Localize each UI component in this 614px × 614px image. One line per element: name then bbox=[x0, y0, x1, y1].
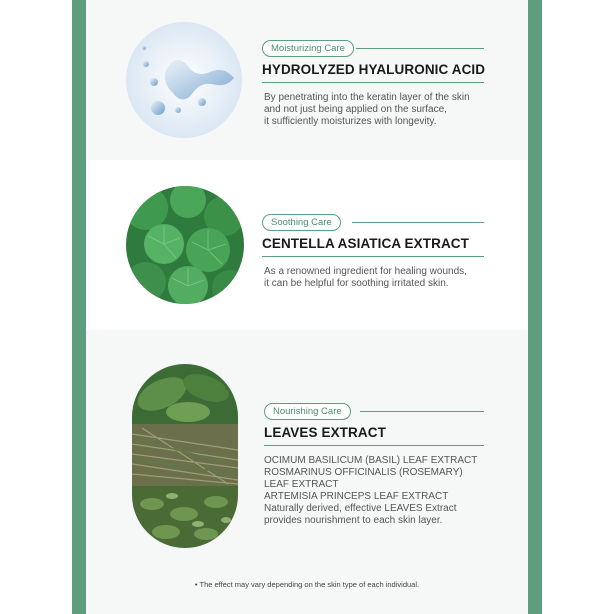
left-green-border bbox=[72, 0, 86, 614]
section-title: LEAVES EXTRACT bbox=[264, 425, 386, 440]
herb-leaves-image bbox=[132, 364, 238, 548]
centella-leaves-image bbox=[126, 186, 244, 304]
section-description: OCIMUM BASILICUM (BASIL) LEAF EXTRACT ROSMARINUS OFFICINALIS (ROSEMARY) LEAF EXTRACT ARTEMISIA PRINCEPS LEAF EXTRACT Naturally derived, effective LEAVES Extract provides nourishment to each skin layer. bbox=[264, 455, 478, 526]
water-droplets-image bbox=[126, 22, 242, 138]
footnote: • The effect may vary depending on the skin type of each individual. bbox=[194, 580, 420, 589]
section-title: CENTELLA ASIATICA EXTRACT bbox=[262, 236, 469, 251]
badge-rule bbox=[352, 222, 484, 223]
badge-rule bbox=[360, 411, 484, 412]
moisturizing-care-badge: Moisturizing Care bbox=[262, 40, 354, 57]
section-title: HYDROLYZED HYALURONIC ACID bbox=[262, 62, 486, 77]
right-green-border bbox=[528, 0, 542, 614]
title-underline bbox=[262, 256, 484, 257]
section-description: By penetrating into the keratin layer of the skin and not just being applied on the surface, it sufficiently moisturizes with longevity. bbox=[264, 92, 470, 127]
soothing-care-badge: Soothing Care bbox=[262, 214, 341, 231]
section-description: As a renowned ingredient for healing wounds, it can be helpful for soothing irritated skin. bbox=[264, 266, 467, 289]
title-underline bbox=[264, 445, 484, 446]
title-underline bbox=[262, 82, 484, 83]
nourishing-care-badge: Nourishing Care bbox=[264, 403, 351, 420]
badge-rule bbox=[356, 48, 484, 49]
